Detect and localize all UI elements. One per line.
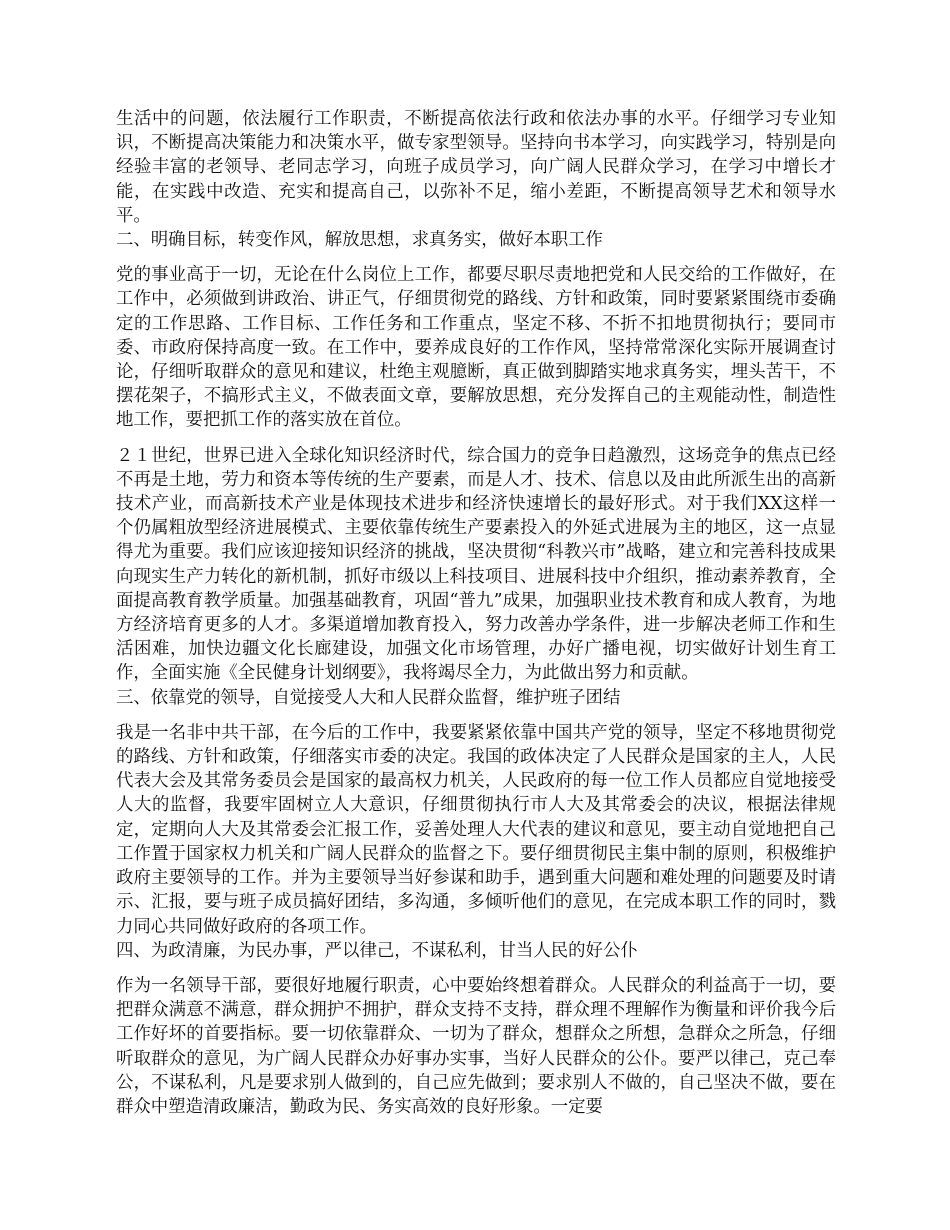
paragraph-4: 我是一名非中共干部，在今后的工作中，我要紧紧依靠中国共产党的领导，坚定不移地贯彻党的路线、方针和政策，仔细落实市委的决定。我国的政体决定了人民群众是国家的主人，人民代表大会及其常务委员会是国家的最高权力机关，人民政府的每一位工作人员都应自觉地接受人大的监督，我要牢固树立人大意识，仔细贯彻执行市人大及其常委会的决议，根据法律规定，定期向人大及其常委会汇报工作，妥善处理人大代表的建议和意见，要主动自觉地把自己工作置于国家权力机关和广阔人民群众的监督之下。要仔细贯彻民主集中制的原则，积极维护政府主要领导的工作。并为主要领导当好参谋和助手，遇到重大问题和难处理的问题要及时请示、汇报，要与班子成员搞好团结，多沟通，多倾听他们的意见，在完成本职工作的同时，戮力同心共同做好政府的各项工作。: [116, 722, 836, 937]
section-heading-3: 三、依靠党的领导，自觉接受人大和人民群众监督，维护班子团结: [116, 687, 621, 708]
section-heading-2: 二、明确目标，转变作风，解放思想，求真务实，做好本职工作: [116, 230, 603, 251]
section-heading-4: 四、为政清廉，为民办事，严以律己，不谋私利，甘当人民的好公仆: [116, 940, 638, 961]
paragraph-1: 生活中的问题，依法履行工作职责，不断提高依法行政和依法办事的水平。仔细学习专业知识，不断提高决策能力和决策水平，做专家型领导。坚持向书本学习，向实践学习，特别是向经验丰富的老领导、老同志学习，向班子成员学习，向广阔人民群众学习，在学习中增长才能，在实践中改造、充实和提高自己，以弥补不足，缩小差距，不断提高领导艺术和领导水平。: [116, 109, 836, 226]
paragraph-5: 作为一名领导干部，要很好地履行职责，心中要始终想着群众。人民群众的利益高于一切，要把群众满意不满意，群众拥护不拥护，群众支持不支持，群众理不理解作为衡量和评价我今后工作好坏的首要指标。要一切依靠群众、一切为了群众，想群众之所想，急群众之所急，仔细听取群众的意见，为广阔人民群众办好事办实事，当好人民群众的公仆。要严以律己，克己奉公，不谋私利，凡是要求别人做到的，自己应先做到；要求别人不做的，自己坚决不做，要在群众中塑造清政廉洁，勤政为民、务实高效的良好形象。一定要: [116, 975, 836, 1117]
paragraph-3: ２１世纪，世界已进入全球化知识经济时代，综合国力的竞争日趋激烈，这场竞争的焦点已经不再是土地，劳力和资本等传统的生产要素，而是人才、技术、信息以及由此所派生出的高新技术产业，而高新技术产业是体现技术进步和经济快速增长的最好形式。对于我们XX这样一个仍属粗放型经济进展模式、主要依靠传统生产要素投入的外延式进展为主的地区，这一点显得尤为重要。我们应该迎接知识经济的挑战，坚决贯彻“科教兴市”战略，建立和完善科技成果向现实生产力转化的新机制，抓好市级以上科技项目、进展科技中介组织，推动素养教育，全面提高教育教学质量。加强基础教育，巩固“普九”成果，加强职业技术教育和成人教育，为地方经济培育更多的人才。多渠道增加教育投入，努力改善办学条件，进一步解决老师工作和生活困难，加快边疆文化长廊建设，加强文化市场管理，办好广播电视，切实做好计划生育工作，全面实施《全民健身计划纲要》，我将竭尽全力，为此做出努力和贡献。: [116, 445, 836, 684]
paragraph-2: 党的事业高于一切，无论在什么岗位上工作，都要尽职尽责地把党和人民交给的工作做好，在工作中，必须做到讲政治、讲正气，仔细贯彻党的路线、方针和政策，同时要紧紧围绕市委确定的工作思路、工作目标、工作任务和工作重点，坚定不移、不折不扣地贯彻执行；要同市委、市政府保持高度一致。在工作中，要养成良好的工作作风，坚持常常深化实际开展调查讨论，仔细听取群众的意见和建议，杜绝主观臆断，真正做到脚踏实地求真务实，埋头苦干，不摆花架子，不搞形式主义，不做表面文章，要解放思想，充分发挥自己的主观能动性，制造性地工作，要把抓工作的落实放在首位。: [116, 265, 836, 431]
document-body: [116, 107, 836, 1119]
